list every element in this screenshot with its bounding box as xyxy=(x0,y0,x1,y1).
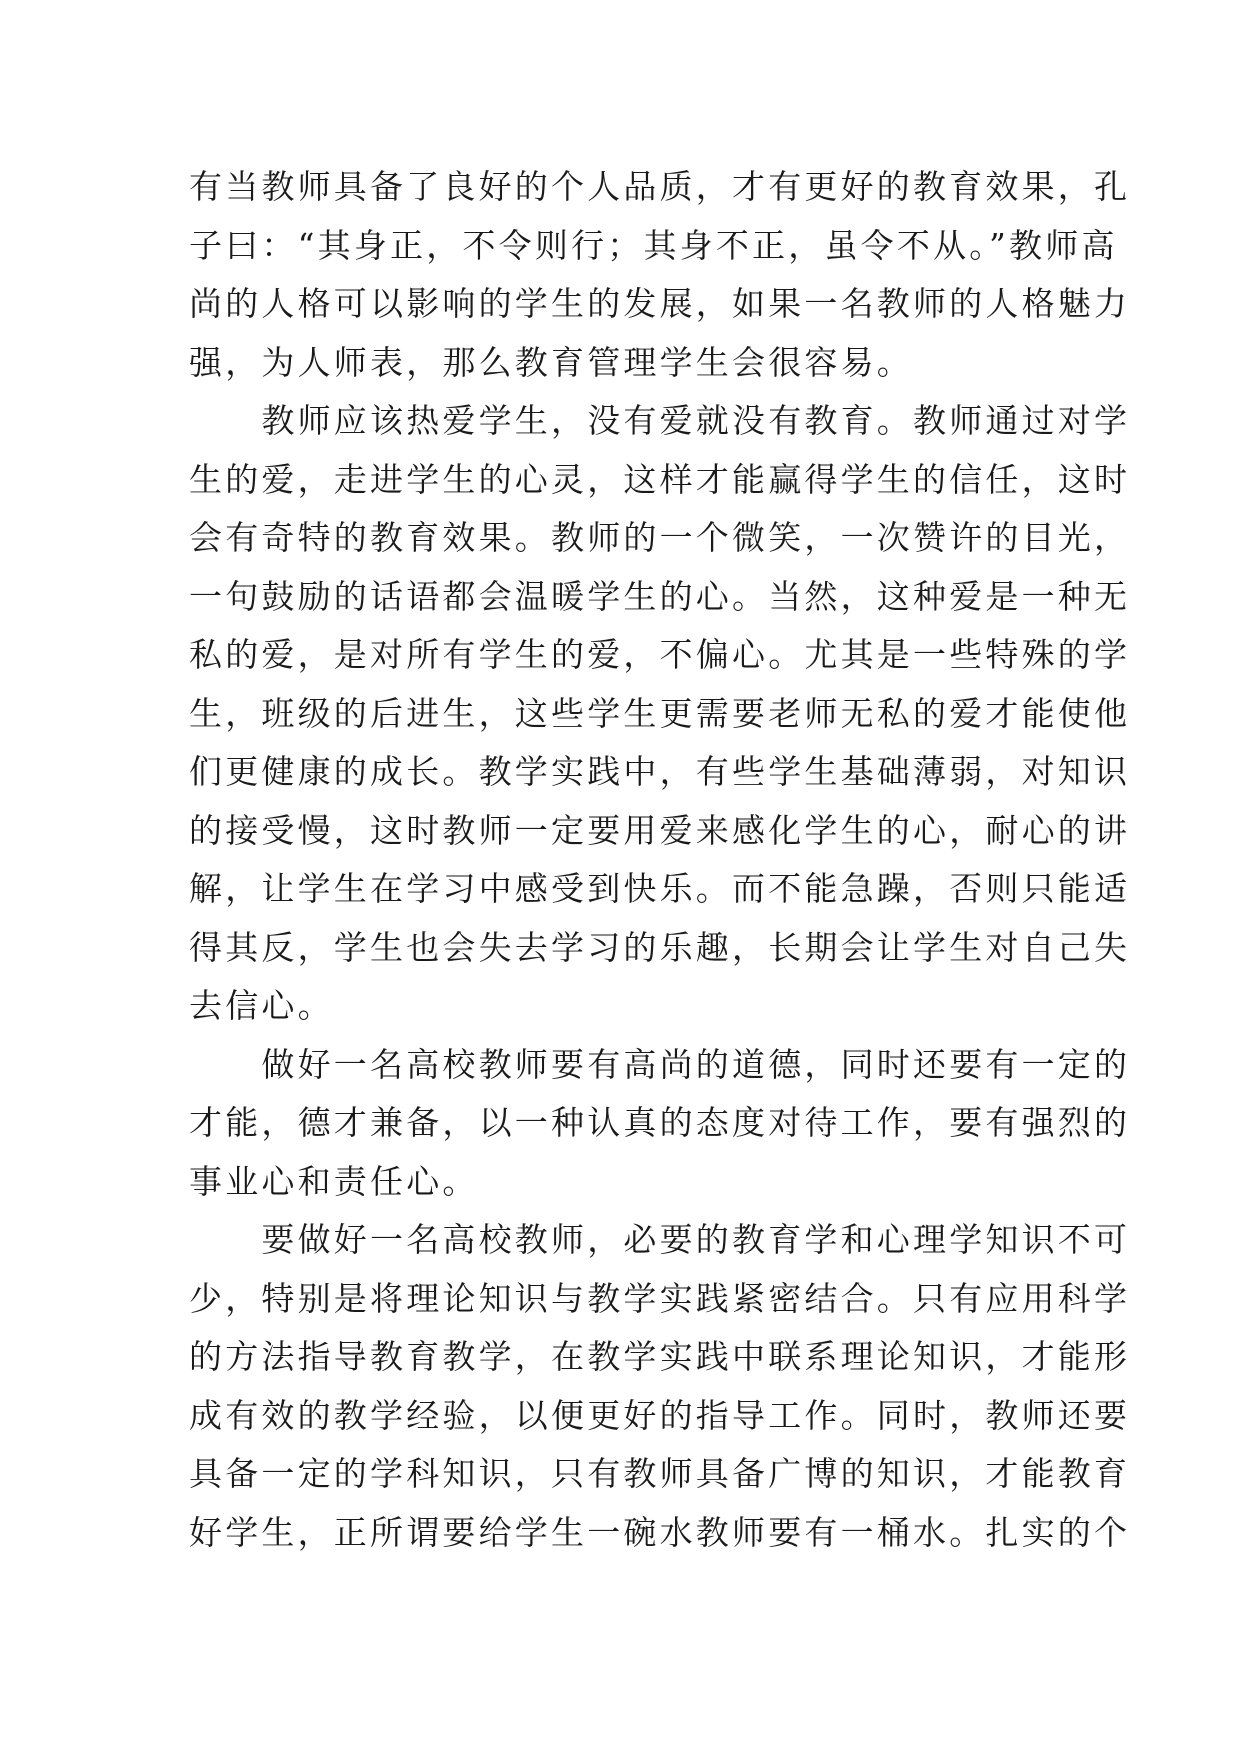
text-line: 子曰：“其身正，不令则行；其身不正，虽令不从。”教师高 xyxy=(189,225,1118,265)
text-line: 才能，德才兼备，以一种认真的态度对待工作，要有强烈的 xyxy=(189,1103,1131,1142)
text-line: 好学生，正所谓要给学生一碗水教师要有一桶水。扎实的个 xyxy=(189,1512,1131,1552)
text-line: 少，特别是将理论知识与教学实践紧密结合。只有应用科学 xyxy=(189,1278,1131,1318)
text-line: 具备一定的学科知识，只有教师具备广博的知识，才能教育 xyxy=(189,1454,1131,1493)
text-line: 强，为人师表，那么教育管理学生会很容易。 xyxy=(189,342,913,382)
paragraph-start-line: 做好一名高校教师要有高尚的道德，同时还要有一定的 xyxy=(189,1044,1131,1084)
text-line: 得其反，学生也会失去学习的乐趣，长期会让学生对自己失 xyxy=(189,927,1131,967)
document-body xyxy=(189,158,1131,1562)
text-line: 的接受慢，这时教师一定要用爱来感化学生的心，耐心的讲 xyxy=(189,810,1131,850)
paragraph-start-line: 要做好一名高校教师，必要的教育学和心理学知识不可 xyxy=(189,1220,1131,1259)
text-line: 事业心和责任心。 xyxy=(189,1161,479,1201)
text-line: 成有效的教学经验，以便更好的指导工作。同时，教师还要 xyxy=(189,1395,1131,1435)
text-line: 私的爱，是对所有学生的爱，不偏心。尤其是一些特殊的学 xyxy=(189,635,1131,674)
text-line: 会有奇特的教育效果。教师的一个微笑，一次赞许的目光， xyxy=(189,518,1131,557)
paragraph-start-line: 教师应该热爱学生，没有爱就没有教育。教师通过对学 xyxy=(189,401,1131,440)
text-line: 有当教师具备了良好的个人品质，才有更好的教育效果，孔 xyxy=(189,167,1131,206)
text-line: 一句鼓励的话语都会温暖学生的心。当然，这种爱是一种无 xyxy=(189,576,1131,616)
text-line: 解，让学生在学习中感受到快乐。而不能急躁，否则只能适 xyxy=(189,869,1131,908)
text-line: 生，班级的后进生，这些学生更需要老师无私的爱才能使他 xyxy=(189,693,1131,733)
text-line: 的方法指导教育教学，在教学实践中联系理论知识，才能形 xyxy=(189,1337,1131,1376)
text-line: 去信心。 xyxy=(189,986,334,1025)
text-line: 们更健康的成长。教学实践中，有些学生基础薄弱，对知识 xyxy=(189,752,1131,791)
text-line: 生的爱，走进学生的心灵，这样才能赢得学生的信任，这时 xyxy=(189,459,1131,499)
text-line: 尚的人格可以影响的学生的发展，如果一名教师的人格魅力 xyxy=(189,284,1131,323)
